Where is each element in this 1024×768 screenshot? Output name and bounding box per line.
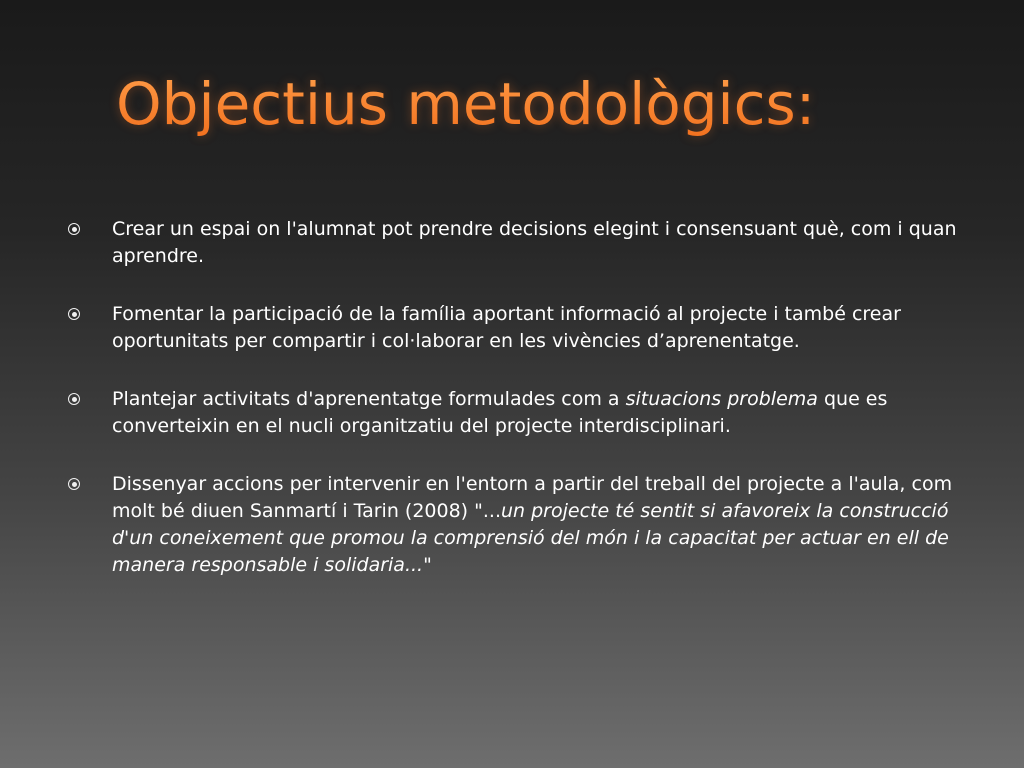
bullet-text xyxy=(112,471,968,579)
bullet-item xyxy=(68,471,968,579)
bullet-text: Fomentar la participació de la família aportant informació al projecte i també crear oportunitats per compartir i col·laborar en les vivències d’aprenentatge. xyxy=(112,303,901,352)
slide-title: Objectius metodològics: xyxy=(116,70,816,138)
radio-bullet-icon xyxy=(68,308,80,320)
bullet-text-segment: " xyxy=(423,554,432,576)
bullet-item xyxy=(68,386,968,440)
bullet-text-segment: Dissenyar accions per intervenir en l'entorn a partir del treball del projecte a l'aula, com molt bé diuen Sanmartí i Tarin (2008) "... xyxy=(112,473,953,522)
bullet-text-segment: Plantejar activitats d'aprenentatge formulades com a xyxy=(112,388,626,410)
bullet-text-italic: situacions problema xyxy=(625,388,818,410)
bullet-text xyxy=(112,386,968,440)
bullet-text-segment: que es converteixin en el nucli organitzatiu del projecte interdisciplinari. xyxy=(112,388,888,437)
bullet-item xyxy=(68,301,968,355)
bullet-text-italic: un projecte té sentit si afavoreix la construcció d'un coneixement que promou la comprensió del món i la capacitat per actuar en ell de manera responsable i solidaria... xyxy=(112,500,949,576)
radio-bullet-icon xyxy=(68,478,80,490)
bullet-item xyxy=(68,216,968,270)
radio-bullet-icon xyxy=(68,223,80,235)
radio-bullet-icon xyxy=(68,393,80,405)
bullet-list xyxy=(68,216,968,579)
bullet-text: Crear un espai on l'alumnat pot prendre decisions elegint i consensuant què, com i quan aprendre. xyxy=(112,218,957,267)
